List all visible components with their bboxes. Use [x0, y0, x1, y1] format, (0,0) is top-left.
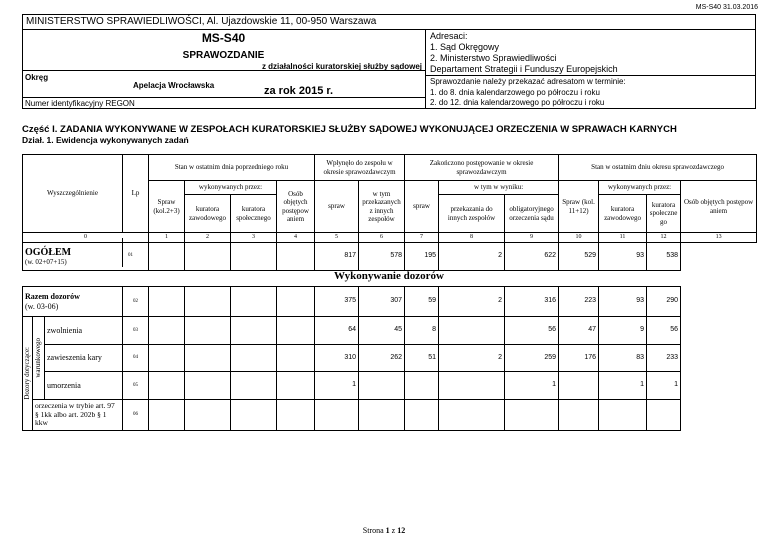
spraw-kol-2-3-header: Spraw (kol.2+3)	[149, 181, 185, 233]
data-cell[interactable]	[185, 372, 231, 400]
data-cell[interactable]	[149, 243, 185, 271]
column-number: 1	[149, 233, 185, 243]
data-cell[interactable]: 310	[315, 345, 359, 372]
table-row	[23, 345, 757, 372]
report-subtitle: z działalności kuratorskiej służby sądowej	[261, 62, 422, 71]
row-label: umorzenia	[45, 372, 123, 400]
column-number: 13	[681, 233, 757, 243]
dozory-table	[22, 286, 757, 431]
table-row	[23, 400, 757, 431]
data-cell[interactable]	[149, 317, 185, 345]
data-cell[interactable]	[439, 400, 505, 431]
data-cell[interactable]: 538	[647, 243, 681, 271]
data-cell[interactable]	[439, 317, 505, 345]
data-cell[interactable]: 316	[505, 287, 559, 317]
footer-page-total: 12	[397, 526, 406, 535]
data-cell[interactable]	[231, 372, 277, 400]
side-inner-label: warunkowego	[34, 338, 43, 378]
column-number: 5	[315, 233, 359, 243]
data-cell[interactable]	[185, 400, 231, 431]
data-cell[interactable]: 2	[439, 287, 505, 317]
deadline-item: 2. do 12. dnia kalendarzowego po półroczu i roku	[430, 98, 605, 107]
column-number: 8	[439, 233, 505, 243]
row-label: orzeczenia w trybie art. 97 § 1kk albo art. 202b § 1 kkw	[33, 400, 123, 431]
obligatoryjnego-header: obligatoryjnego orzeczenia sądu	[505, 195, 559, 233]
data-cell[interactable]	[149, 372, 185, 400]
data-cell[interactable]	[149, 400, 185, 431]
column-number: 4	[277, 233, 315, 243]
spraw-header: spraw	[315, 181, 359, 233]
wykonywanych-przez-header: wykonywanych przez:	[185, 181, 277, 195]
wplynelo-header: Wpłynęło do zespołu w okresie sprawozdawczym	[315, 155, 405, 181]
data-cell[interactable]: 578	[359, 243, 405, 271]
column-number: 10	[559, 233, 599, 243]
data-cell[interactable]: 64	[315, 317, 359, 345]
data-cell[interactable]: 93	[599, 243, 647, 271]
data-cell[interactable]: 45	[359, 317, 405, 345]
data-cell[interactable]	[231, 317, 277, 345]
zakonczono-header: Zakończono postępowanie w okresie sprawozdawczym	[405, 155, 559, 181]
data-cell[interactable]	[185, 287, 231, 317]
data-cell[interactable]	[405, 372, 439, 400]
column-number: 2	[185, 233, 231, 243]
data-cell[interactable]: 195	[405, 243, 439, 271]
data-cell[interactable]	[647, 400, 681, 431]
row-label: zwolnienia	[45, 317, 123, 345]
page-footer	[0, 526, 768, 535]
data-cell[interactable]	[559, 372, 599, 400]
data-cell[interactable]: 529	[559, 243, 599, 271]
data-cell[interactable]	[359, 400, 405, 431]
data-cell[interactable]: 1	[647, 372, 681, 400]
data-cell[interactable]	[277, 317, 315, 345]
stan-start-header: Stan w ostatnim dnia poprzedniego roku	[149, 155, 315, 181]
data-cell[interactable]	[231, 287, 277, 317]
row-label-cell	[23, 287, 123, 317]
part-title: Część I. ZADANIA WYKONYWANE W ZESPOŁACH KURATORSKIEJ SŁUŻBY SĄDOWEJ WYKONUJĄCEJ ORZECZENIA W SPRAWACH KARNYCH	[22, 124, 677, 135]
row-lp: 03	[123, 317, 149, 345]
column-number: 12	[647, 233, 681, 243]
column-number: 9	[505, 233, 559, 243]
deadline-info	[430, 77, 626, 109]
data-cell[interactable]	[599, 400, 647, 431]
addressee-item: Departament Strategii i Funduszy Europejskich	[430, 64, 618, 74]
data-cell[interactable]: 51	[405, 345, 439, 372]
data-cell[interactable]: 59	[405, 287, 439, 317]
form-code: MS-S40	[201, 31, 246, 45]
column-number: 3	[231, 233, 277, 243]
data-cell[interactable]: 83	[599, 345, 647, 372]
data-cell[interactable]: 9	[599, 317, 647, 345]
addressee-item: 2. Ministerstwo Sprawiedliwości	[430, 53, 557, 63]
w-tym-przekazanych-header: w tym przekazanych z innych zespołów	[359, 181, 405, 233]
data-cell[interactable]	[315, 400, 359, 431]
footer-z: z	[389, 526, 398, 535]
data-cell[interactable]	[149, 345, 185, 372]
data-cell[interactable]	[277, 287, 315, 317]
report-title: SPRAWOZDANIE	[182, 50, 265, 61]
data-cell[interactable]: 56	[647, 317, 681, 345]
table-row	[23, 372, 757, 400]
ogolem-lp: 01	[128, 253, 133, 258]
ogolem-label: OGÓŁEM	[25, 246, 72, 258]
okreg-value: Apelacja Wrocławska	[133, 81, 215, 90]
data-cell[interactable]	[277, 372, 315, 400]
data-cell[interactable]: 1	[505, 372, 559, 400]
data-cell[interactable]: 259	[505, 345, 559, 372]
band-title: Wykonywanie dozorów	[334, 270, 444, 282]
data-cell[interactable]	[149, 287, 185, 317]
data-cell[interactable]	[277, 400, 315, 431]
data-cell[interactable]	[277, 345, 315, 372]
column-number: 11	[599, 233, 647, 243]
stan-end-header: Stan w ostatnim dniu okresu sprawozdawczego	[559, 155, 757, 181]
wykonywanych-przez-end-header: wykonywanych przez:	[599, 181, 681, 195]
dozory-side-inner	[33, 317, 45, 400]
okreg-label: Okręg	[25, 73, 49, 82]
data-cell[interactable]	[185, 345, 231, 372]
data-cell[interactable]: 1	[315, 372, 359, 400]
data-cell[interactable]	[277, 243, 315, 271]
data-cell[interactable]	[231, 243, 277, 271]
column-number: 0	[23, 233, 149, 243]
data-cell[interactable]	[231, 400, 277, 431]
data-cell[interactable]: 817	[315, 243, 359, 271]
row-lp: 06	[123, 400, 149, 431]
data-cell[interactable]: 307	[359, 287, 405, 317]
data-cell[interactable]	[185, 317, 231, 345]
data-cell[interactable]: 262	[359, 345, 405, 372]
ogolem-sub: (w. 02+07+15)	[25, 258, 67, 267]
data-cell[interactable]	[559, 400, 599, 431]
side-outer-label: Dozory dotyczące:	[23, 347, 32, 400]
data-cell[interactable]: 2	[439, 345, 505, 372]
column-number: 6	[359, 233, 405, 243]
data-cell[interactable]	[359, 372, 405, 400]
regon-label: Numer identyfikacyjny REGON	[25, 99, 135, 108]
table-row	[23, 317, 757, 345]
data-cell[interactable]	[405, 400, 439, 431]
data-cell[interactable]: 622	[505, 243, 559, 271]
data-cell[interactable]: 56	[505, 317, 559, 345]
w-tym-w-wyniku-header: w tym w wyniku:	[439, 181, 559, 195]
lp-header: Lp	[123, 155, 149, 233]
data-cell[interactable]: 223	[559, 287, 599, 317]
spraw-kol-11-12-header: Spraw (kol. 11+12)	[559, 181, 599, 233]
data-cell[interactable]	[505, 400, 559, 431]
data-cell[interactable]	[231, 345, 277, 372]
row-lp: 02	[123, 287, 149, 317]
row-label: Razem dozorów	[25, 292, 80, 302]
data-cell[interactable]: 1	[599, 372, 647, 400]
table-row	[23, 287, 757, 317]
row-lp: 05	[123, 372, 149, 400]
row-label: zawieszenia kary	[45, 345, 123, 372]
data-cell[interactable]: 290	[647, 287, 681, 317]
deadline-item: 1. do 8. dnia kalendarzowego po półroczu i roku	[430, 87, 600, 97]
footer-page-number: 1	[385, 526, 390, 535]
kuratora-spolecznego-header: kuratora społecznego	[231, 195, 277, 233]
ministry-address: MINISTERSTWO SPRAWIEDLIWOŚCI, Al. Ujazdowskie 11, 00-950 Warszawa	[26, 16, 377, 27]
row-lp: 04	[123, 345, 149, 372]
data-cell[interactable]: 2	[439, 243, 505, 271]
kuratora-zawodowego-header: kuratora zawodowego	[185, 195, 231, 233]
kuratora-spoleczne-go-header: kuratora społeczne go	[647, 195, 681, 233]
document-code: MS-S40 31.03.2016	[695, 4, 758, 11]
footer-strona: Strona	[362, 526, 386, 535]
dozory-side-outer	[23, 317, 33, 431]
row-sub: (w. 03-06)	[25, 301, 59, 311]
section-title: Dział. 1. Ewidencja wykonywanych zadań	[22, 135, 189, 145]
data-cell[interactable]: 176	[559, 345, 599, 372]
data-cell[interactable]: 8	[405, 317, 439, 345]
data-cell[interactable]	[185, 243, 231, 271]
wyszczegolnienie-header: Wyszczególnienie	[23, 155, 123, 233]
przekazania-header: przekazania do innych zespołów	[439, 195, 505, 233]
addressees-title: Adresaci:	[430, 31, 468, 41]
deadline-title: Sprawozdanie należy przekazać adresatom w terminie:	[430, 77, 626, 86]
addressee-item: 1. Sąd Okręgowy	[430, 42, 500, 52]
data-cell[interactable]	[439, 372, 505, 400]
addressees	[430, 31, 618, 75]
data-cell[interactable]: 233	[647, 345, 681, 372]
data-cell[interactable]: 375	[315, 287, 359, 317]
data-cell[interactable]: 47	[559, 317, 599, 345]
spraw-zakonczono-header: spraw	[405, 181, 439, 233]
column-number: 7	[405, 233, 439, 243]
osob-objetych-header: Osób objętych postępow aniem	[277, 181, 315, 233]
report-year: za rok 2015 r.	[264, 85, 334, 97]
osob-objetych-end-header: Osób objętych postępow aniem	[681, 181, 757, 233]
kuratora-zawodowego-end-header: kuratora zawodowego	[599, 195, 647, 233]
data-cell[interactable]: 93	[599, 287, 647, 317]
